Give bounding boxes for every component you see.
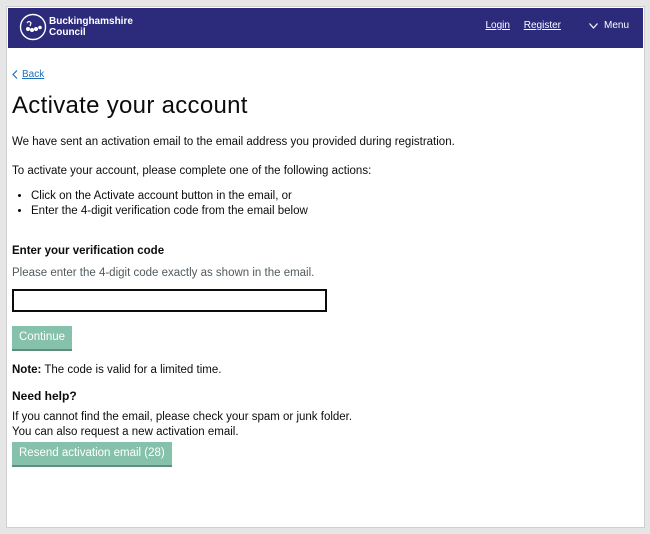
back-label: Back [22,69,45,80]
council-logo[interactable] [19,13,133,41]
help-heading: Need help? [12,389,77,403]
instructions-text: To activate your account, please complete one of the following actions: [12,165,372,177]
actions-list [12,189,308,219]
intro-text: We have sent an activation email to the email address you provided during registration. [12,136,455,148]
login-link[interactable]: Login [485,20,510,31]
back-link[interactable] [12,69,44,80]
site-header [8,8,643,48]
help-line-1: If you cannot find the email, please check your spam or junk folder. [12,411,353,423]
list-item: • Enter the 4-digit verification code from the email below [31,204,308,219]
swan-logo-icon [19,13,47,41]
menu-label: Menu [603,20,629,31]
header-links [475,20,562,31]
code-heading: Enter your verification code [12,245,165,257]
note-text [12,364,221,376]
resend-email-button[interactable]: Resend activation email (28) [12,442,172,465]
code-hint: Please enter the 4-digit code exactly as shown in the email. [12,267,315,279]
help-line-2: You can also request a new activation email. [12,426,239,438]
note-label: Note: [12,364,42,376]
menu-button[interactable] [589,20,629,31]
chevron-left-icon [12,70,18,79]
list-item: • Click on the Activate account button in the email, or [31,189,308,204]
continue-button[interactable]: Continue [12,326,72,349]
page-title: Activate your account [12,92,248,119]
logo-line-2: Council [49,27,86,38]
register-link[interactable]: Register [523,20,561,31]
chevron-down-icon [589,23,598,29]
logo-line-1: Buckinghamshire [49,16,133,27]
verification-code-input[interactable] [12,289,327,312]
note-body: The code is valid for a limited time. [41,364,222,376]
logo-text [49,16,133,38]
browser-frame [6,6,645,528]
